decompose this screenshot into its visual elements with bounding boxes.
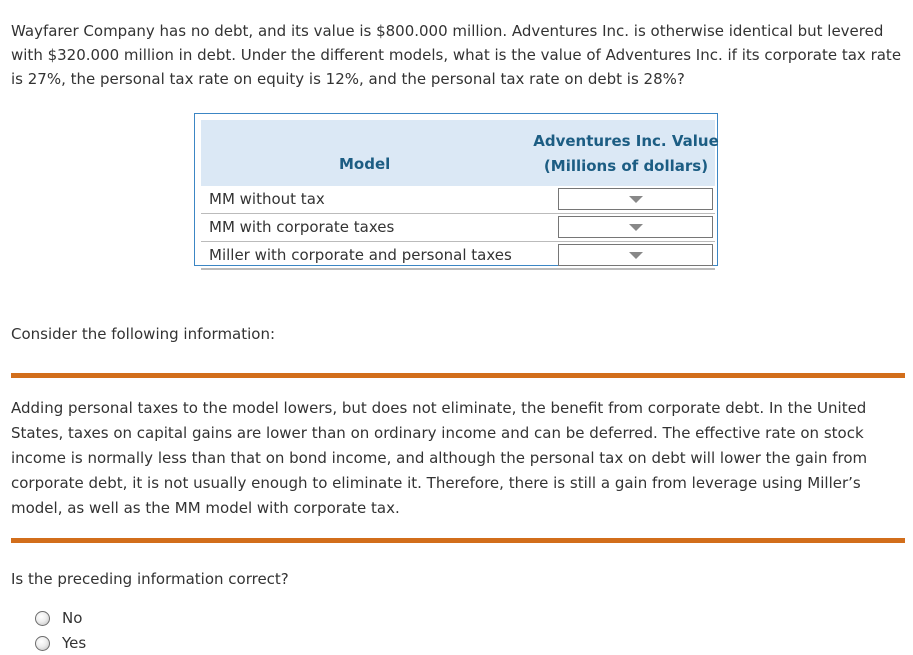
question-prompt: Is the preceding information correct?	[11, 570, 289, 588]
valuation-table	[194, 113, 718, 266]
row-model-label: MM with corporate taxes	[209, 218, 395, 236]
header-model: Model	[339, 155, 391, 173]
option-no[interactable]	[35, 608, 82, 628]
value-dropdown-miller[interactable]	[558, 244, 713, 266]
table-header	[201, 120, 719, 186]
divider-bottom	[11, 538, 905, 543]
table-row	[201, 214, 715, 242]
header-value-line2: (Millions of dollars)	[543, 157, 709, 175]
information-text: Adding personal taxes to the model lowers, but does not eliminate, the benefit from corporate debt. In the United States, taxes on capital gains are lower than on ordinary income and can be deferred. The effective rate on stock income is normally less than that on bond income, and although the personal tax on debt will lower the gain from corporate debt, it is not usually enough to eliminate it. Therefore, there is still a gain from leverage using Miller’s model, as well as the MM model with corporate tax.	[11, 399, 868, 517]
value-dropdown-mm-without-tax[interactable]	[558, 188, 713, 210]
header-value	[533, 129, 719, 179]
chevron-down-icon	[629, 252, 643, 259]
table-row	[201, 186, 715, 214]
option-label: No	[62, 609, 83, 627]
table-row	[201, 242, 715, 270]
row-model-label: MM without tax	[209, 190, 325, 208]
chevron-down-icon	[629, 196, 643, 203]
header-value-line1: Adventures Inc. Value	[533, 132, 719, 150]
consider-label: Consider the following information:	[11, 325, 276, 343]
chevron-down-icon	[629, 224, 643, 231]
radio-button[interactable]	[35, 611, 50, 626]
option-label: Yes	[62, 634, 87, 652]
question-text: Wayfarer Company has no debt, and its value is $800.000 million. Adventures Inc. is otherwise identical but levered with $320.000 million in debt. Under the different models, what is the value of Adventures Inc. if its corporate tax rate is 27%, the personal tax rate on equity is 12%, and the personal tax rate on debt is 28%?	[11, 22, 902, 88]
value-dropdown-mm-corporate-taxes[interactable]	[558, 216, 713, 238]
radio-button[interactable]	[35, 636, 50, 651]
row-model-label: Miller with corporate and personal taxes	[209, 246, 512, 264]
option-yes[interactable]	[35, 633, 86, 653]
divider-top	[11, 373, 905, 378]
